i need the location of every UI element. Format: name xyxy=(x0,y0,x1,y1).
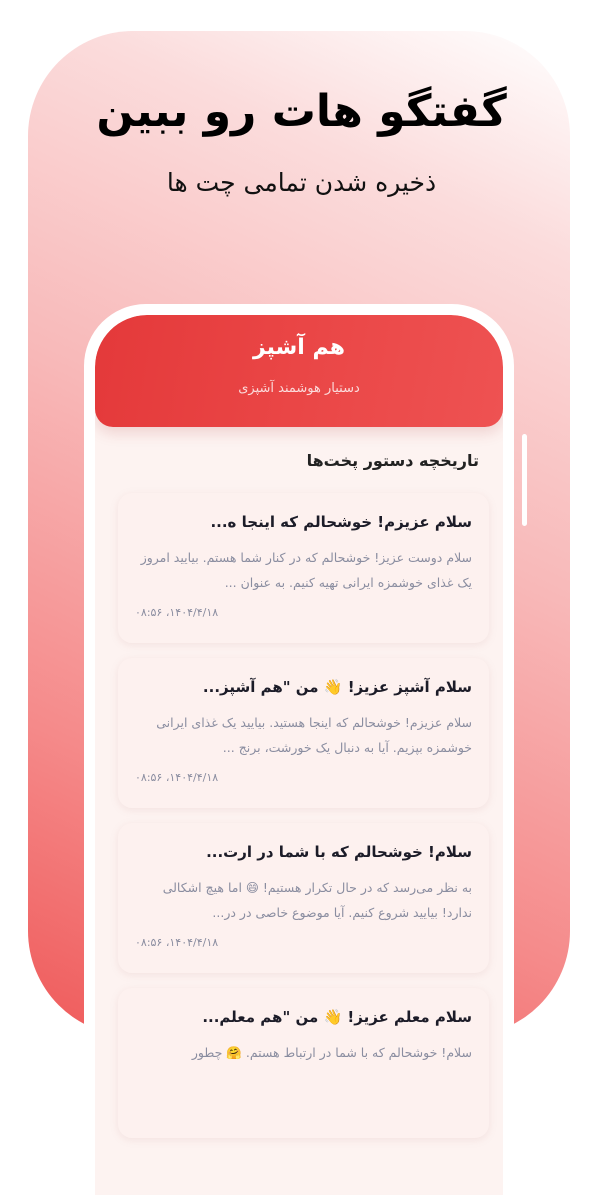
card-preview: به نظر می‌رسد که در حال تکرار هستیم! 😄 اما هیچ اشکالی ندارد! بیایید شروع کنیم. آیا موضوع خاصی در در... xyxy=(162,880,472,920)
promo-headline: گفتگو هات رو ببین xyxy=(96,86,507,137)
app-header xyxy=(95,315,503,427)
app-subtitle: دستیار هوشمند آشپزی xyxy=(238,381,360,396)
history-card[interactable] xyxy=(118,493,489,643)
card-timestamp: ۱۴۰۴/۴/۱۸، ۰۸:۵۶ xyxy=(135,936,219,949)
card-title: سلام عزیزم! خوشحالم که اینجا ه... xyxy=(210,513,472,531)
history-card[interactable] xyxy=(118,988,489,1138)
history-card[interactable] xyxy=(118,823,489,973)
card-preview: سلام دوست عزیز! خوشحالم که در کنار شما هستم. بیایید امروز یک غذای خوشمزه ایرانی تهیه کنیم. به عنوان ... xyxy=(140,550,472,590)
card-timestamp: ۱۴۰۴/۴/۱۸، ۰۸:۵۶ xyxy=(135,606,219,619)
card-preview: سلام! خوشحالم که با شما در ارتباط هستم. 🤗 چطور xyxy=(191,1045,472,1060)
phone-frame xyxy=(84,304,514,1204)
card-title: سلام معلم عزیز! 👋 من "هم معلم... xyxy=(202,1008,472,1026)
card-title: سلام آشپز عزیز! 👋 من "هم آشپز... xyxy=(202,678,472,696)
phone-side-button xyxy=(522,434,527,526)
phone-screen xyxy=(95,315,503,1195)
card-title: سلام! خوشحالم که با شما در ارت... xyxy=(206,843,472,861)
section-title: تاریخچه دستور پخت‌ها xyxy=(306,451,479,470)
card-preview: سلام عزیزم! خوشحالم که اینجا هستید. بیایید یک غذای ایرانی خوشمزه بپزیم. آیا به دنبال یک خورشت، برنج ... xyxy=(156,715,472,755)
history-card[interactable] xyxy=(118,658,489,808)
app-title: هم آشپز xyxy=(252,335,345,360)
promo-subline: ذخیره شدن تمامی چت ها xyxy=(166,168,437,197)
card-timestamp: ۱۴۰۴/۴/۱۸، ۰۸:۵۶ xyxy=(135,771,219,784)
